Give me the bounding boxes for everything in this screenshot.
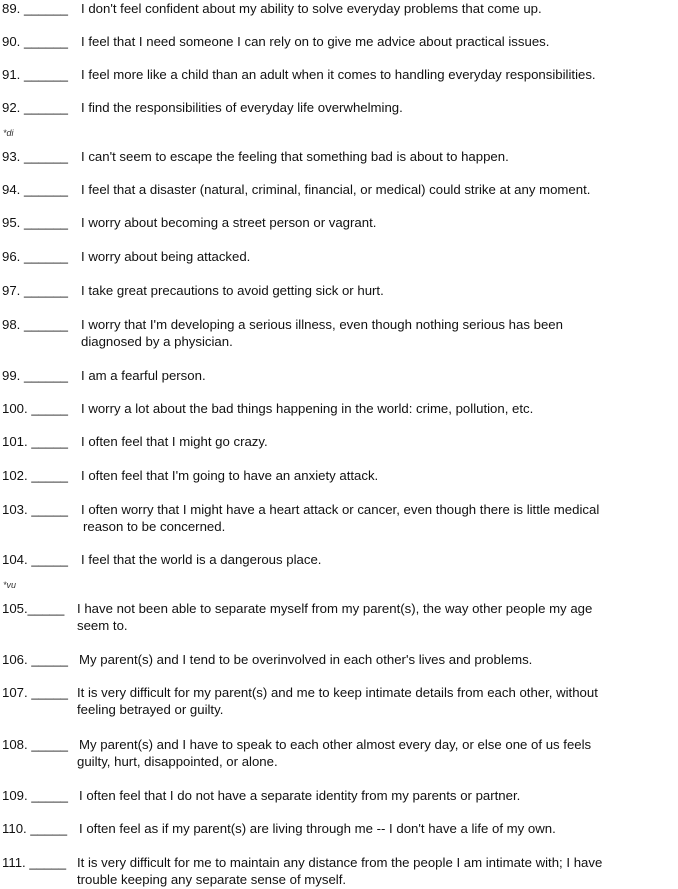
question-number: 104. _____: [2, 552, 69, 567]
question-text: My parent(s) and I tend to be overinvolved in each other's lives and problems.: [79, 652, 533, 667]
question-text-continued: trouble keeping any separate sense of myself.: [77, 872, 347, 887]
question-text: I can't seem to escape the feeling that something bad is about to happen.: [81, 149, 509, 164]
question-text: It is very difficult for my parent(s) and me to keep intimate details from each other, without: [77, 685, 598, 700]
question-text: I don't feel confident about my ability to solve everyday problems that come up.: [81, 1, 542, 16]
question-text: My parent(s) and I have to speak to each other almost every day, or else one of us feels: [79, 737, 592, 752]
question-number: 98. ______: [2, 317, 69, 332]
question-number: 108. _____: [2, 737, 69, 752]
question-text: I worry a lot about the bad things happening in the world: crime, pollution, etc.: [81, 401, 534, 416]
question-text: I worry about becoming a street person or vagrant.: [81, 215, 377, 230]
section-marker: *di: [3, 128, 14, 138]
question-number: 110. _____: [2, 821, 68, 836]
question-number: 111. _____: [2, 855, 67, 870]
section-marker: *vu: [3, 580, 17, 590]
question-text: I often worry that I might have a heart attack or cancer, even though there is little medical: [81, 502, 600, 517]
question-text: I feel more like a child than an adult when it comes to handling everyday responsibilities.: [81, 67, 596, 82]
question-text: I feel that the world is a dangerous place.: [81, 552, 322, 567]
question-text: It is very difficult for me to maintain any distance from the people I am intimate with; I have: [77, 855, 603, 870]
question-number: 92. ______: [2, 100, 69, 115]
question-number: 100. _____: [2, 401, 69, 416]
question-text-continued: seem to.: [77, 618, 128, 633]
question-text: I am a fearful person.: [81, 368, 206, 383]
question-text: I take great precautions to avoid getting sick or hurt.: [81, 283, 384, 298]
question-text: I often feel that I do not have a separate identity from my parents or partner.: [79, 788, 521, 803]
question-text-continued: diagnosed by a physician.: [81, 334, 233, 349]
question-number: 106. _____: [2, 652, 69, 667]
question-number: 96. ______: [2, 249, 69, 264]
question-number: 97. ______: [2, 283, 69, 298]
question-text: I worry about being attacked.: [81, 249, 251, 264]
question-text: I often feel that I'm going to have an anxiety attack.: [81, 468, 379, 483]
question-text-continued: guilty, hurt, disappointed, or alone.: [77, 754, 278, 769]
question-number: 103. _____: [2, 502, 69, 517]
question-text: I worry that I'm developing a serious illness, even though nothing serious has been: [81, 317, 563, 332]
question-number: 109. _____: [2, 788, 69, 803]
question-text-continued: feeling betrayed or guilty.: [77, 702, 224, 717]
question-number: 94. ______: [2, 182, 69, 197]
question-text: I often feel that I might go crazy.: [81, 434, 268, 449]
question-number: 105._____: [2, 601, 65, 616]
question-number: 93. ______: [2, 149, 69, 164]
question-number: 90. ______: [2, 34, 69, 49]
question-text: I feel that I need someone I can rely on to give me advice about practical issues.: [81, 34, 550, 49]
question-text: I have not been able to separate myself from my parent(s), the way other people my age: [77, 601, 593, 616]
question-number: 107. _____: [2, 685, 69, 700]
question-number: 102. _____: [2, 468, 69, 483]
question-number: 89. ______: [2, 1, 69, 16]
question-text: I often feel as if my parent(s) are living through me -- I don't have a life of my own.: [79, 821, 556, 836]
question-number: 99. ______: [2, 368, 69, 383]
question-number: 101. _____: [2, 434, 69, 449]
question-number: 95. ______: [2, 215, 69, 230]
question-text: I find the responsibilities of everyday life overwhelming.: [81, 100, 403, 115]
question-number: 91. ______: [2, 67, 69, 82]
question-text: I feel that a disaster (natural, criminal, financial, or medical) could strike at any moment.: [81, 182, 591, 197]
question-text-continued: reason to be concerned.: [83, 519, 226, 534]
